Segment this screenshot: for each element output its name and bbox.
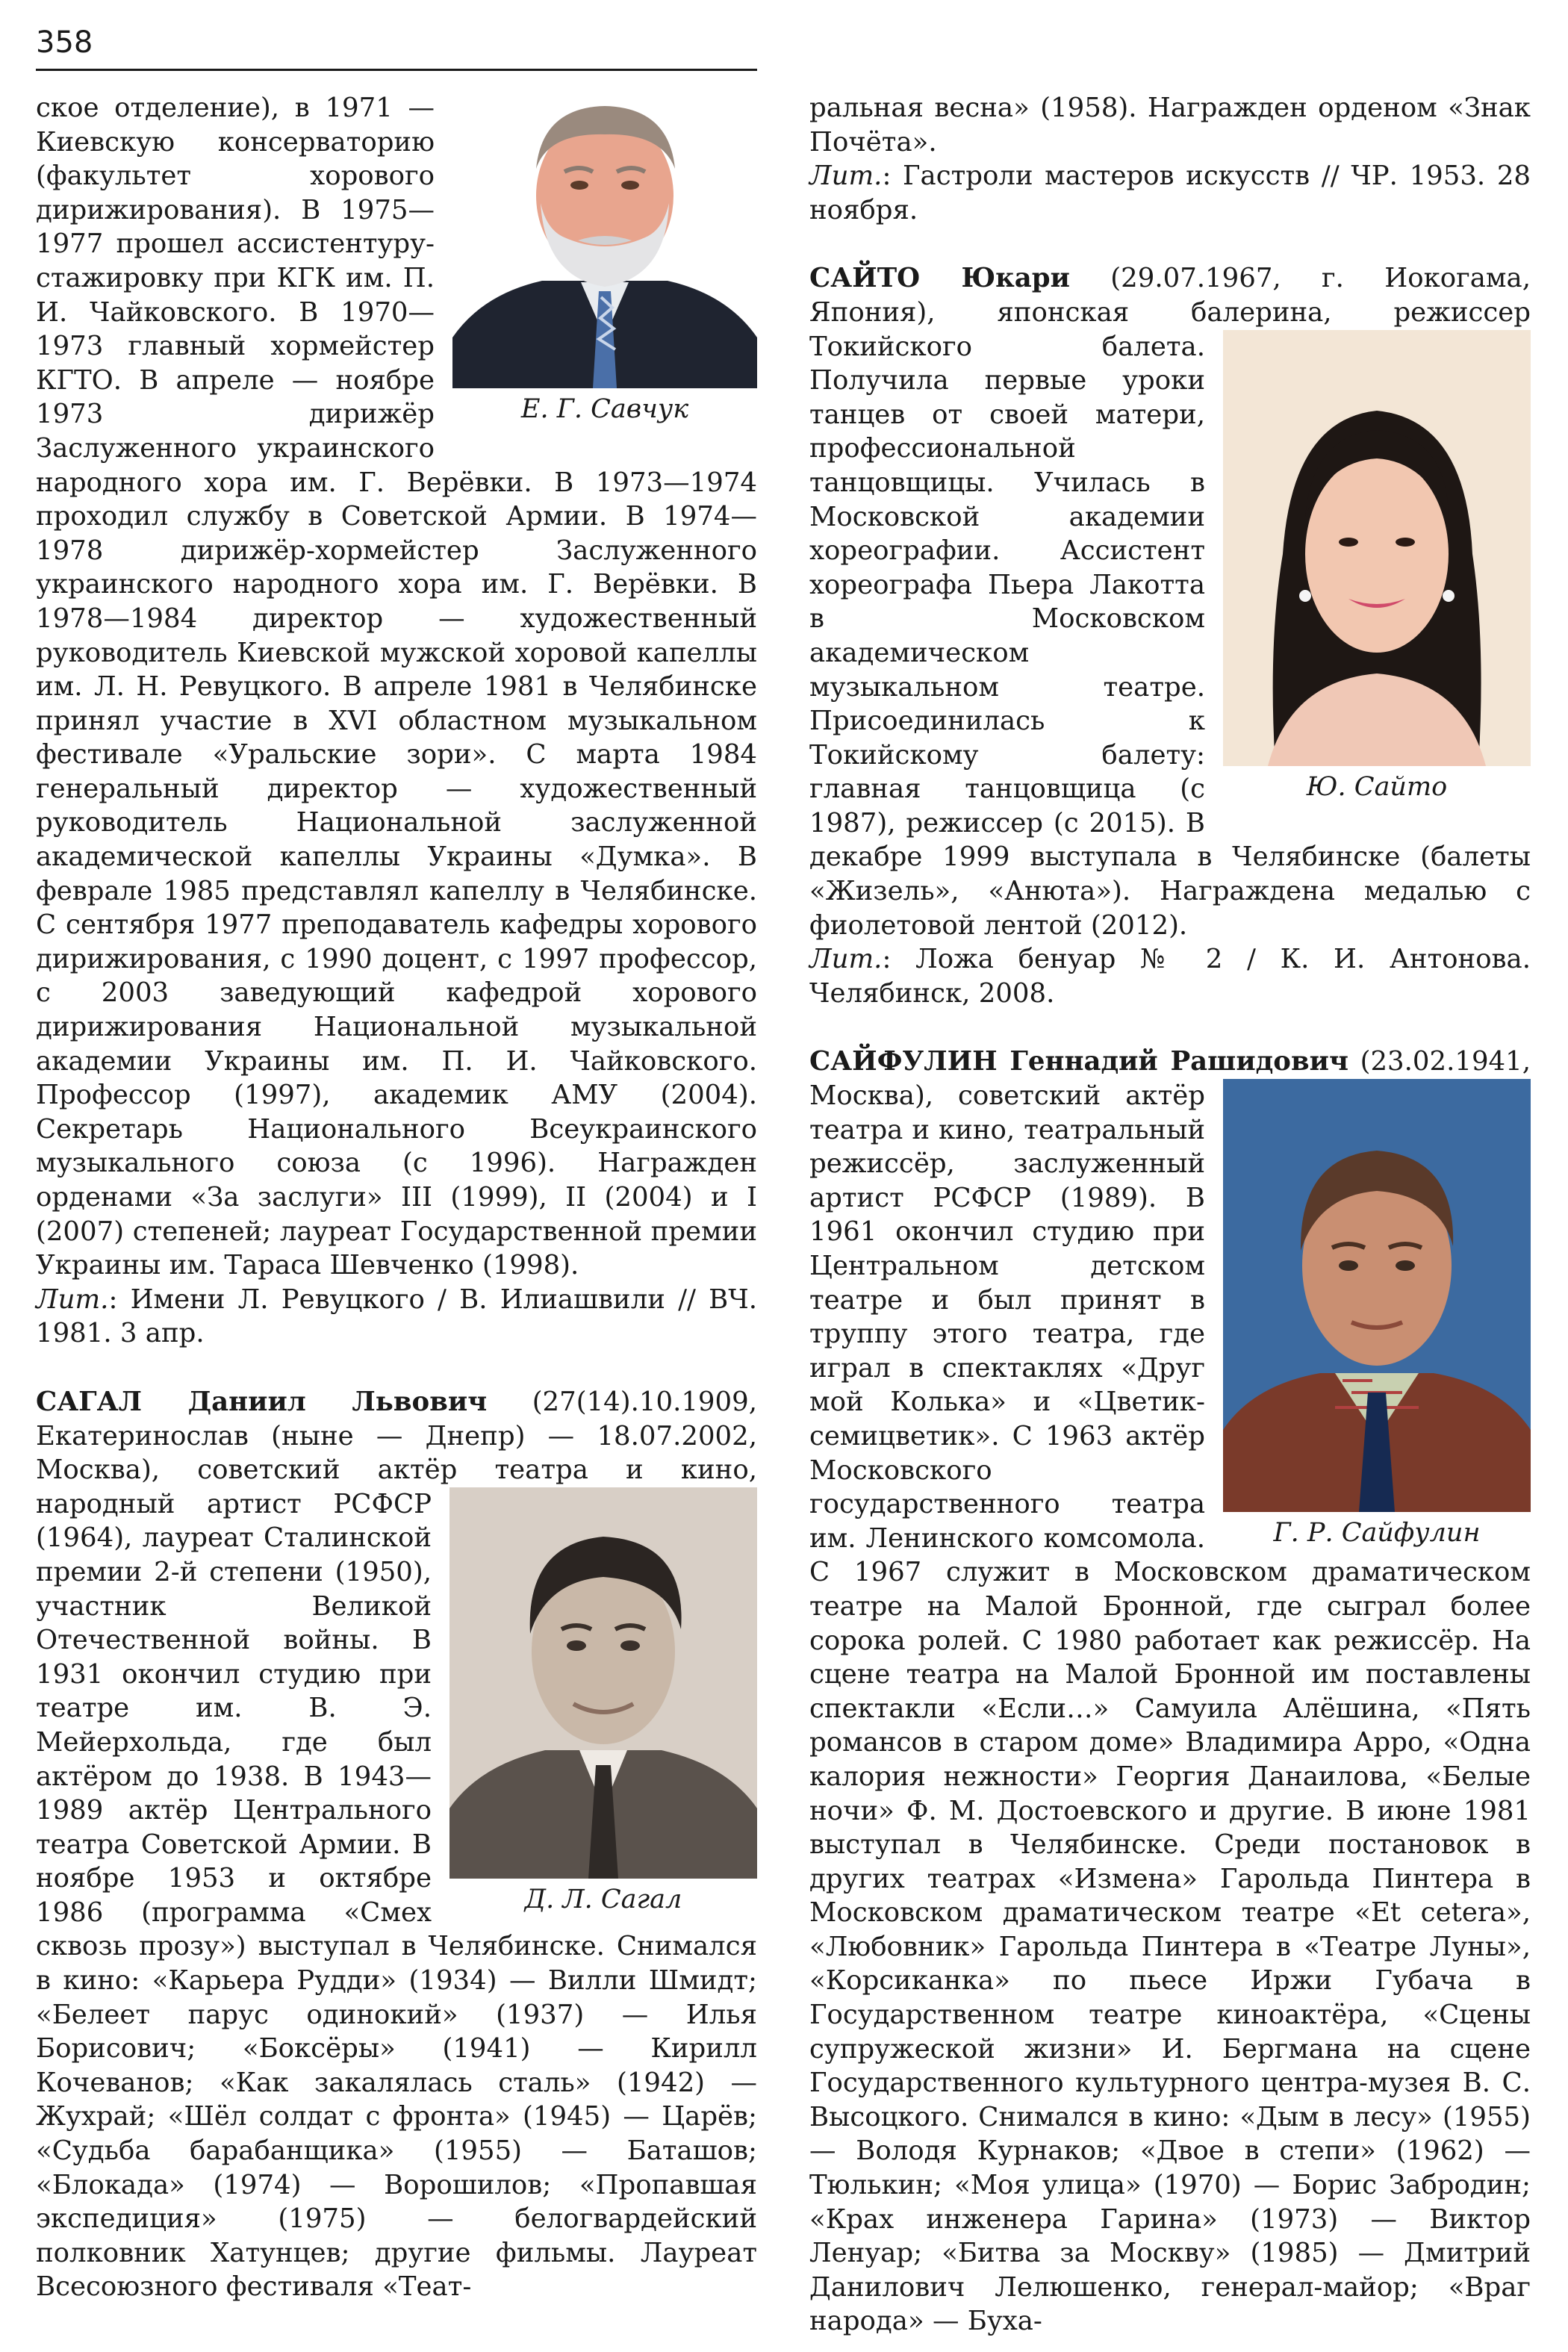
lit-label-saito: Лит. [809, 944, 883, 975]
figure-savchuk [452, 91, 757, 426]
header-rule [36, 69, 757, 71]
sagal-text: РСФСР (1964), лауреат Сталинской премии 2-й степени (1950), участник Великой Отечественной войны. В 1931 окончил студию при театре им. В. Э. Мейерхольда, где был актёром до 1938. В 1943—1989 актёр Центрального театра Советской Армии. В ноябре 1953 и октябре 1986 (программа «Смех сквозь прозу») выступал в Челябинске. Снимался в кино: «Карьера Рудди» (1934) — Вилли Шмидт; «Белеет парус одинокий» (1937) — Илья Борисович; «Боксёры» (1941) — Кирилл Кочеванов; «Как закалялась сталь» (1942) — Жухрай; «Шёл солдат с фронта» (1945) — Царёв; «Судьба барабанщика» (1955) — Баташов; «Блокада» (1974) — Ворошилов; «Пропавшая экспедиция» (1975) — белогвардейский полковник Хатунцев; другие фильмы. Лауреат Всесоюзного фестиваля «Теат- [36, 1488, 757, 2303]
caption-saito: Ю. Сайто [1306, 771, 1448, 802]
entry-previous-cont [809, 91, 1531, 227]
caption-savchuk: Е. Г. Савчук [520, 394, 689, 424]
entry-name-sagal: САГАЛ Даниил Львович [36, 1386, 488, 1417]
figure-sagal [449, 1487, 757, 1916]
entry-saito [809, 261, 1531, 1010]
portrait-sagal [449, 1487, 757, 1879]
lit-label-savchuk: Лит. [36, 1284, 109, 1315]
caption-saifulin: Г. Р. Сайфулин [1273, 1518, 1481, 1549]
left-column [36, 91, 757, 2316]
portrait-saifulin [1223, 1079, 1531, 1512]
portrait-saito [1223, 330, 1531, 766]
entry-name-saifulin: САЙФУЛИН Геннадий Рашидович [809, 1046, 1348, 1077]
saito-lead: (29.07.1967, г. Иокогама, Япония), японская балерина, режиссер [809, 263, 1531, 328]
figure-saito [1223, 330, 1531, 803]
entry-name-saito: САЙТО Юкари [809, 263, 1070, 294]
portrait-savchuk [452, 91, 757, 388]
cont-text: ральная весна» (1958). Награжден орденом «Знак Почёта». [809, 93, 1531, 158]
saifulin-lead: (23.02.1941, [1348, 1046, 1531, 1077]
saito-text: Токийского балета. Получила первые уроки танцев от своей матери, профессиональной танцовщицы. Училась в Московской академии хореографии. Ассистент хореографа Пьера Лакотта в Московском академическом музыкальном театре. Присоединилась к Токийскому балету: главная танцовщица (с 1987), режиссер (с 2015). В декабре 1999 выступала в Челябинске (балеты «Жизель», «Анюта»). Награждена медалью с фиолетовой лентой (2012). [809, 331, 1531, 941]
sagal-lead: (27(14).10.1909, Екатеринослав (ныне — Днепр) — 18.07.2002, Москва), советский актёр театра и кино, народный артист [36, 1386, 757, 1519]
page-number: 358 [36, 25, 93, 60]
savchuk-text: ское отделение), в 1971 — Киевскую консерваторию (факультет хорового дирижирования). В 1975—1977 прошел ассистентуру-стажировку при КГК им. П. И. Чайковского. В 1970—1973 главный хормейстер КГТО. В апреле — ноябре 1973 дирижёр Заслуженного украинского народного хора им. Г. Верёвки. В 1973—1974 проходил службу в Советской Армии. В 1974—1978 дирижёр-хормейстер Заслуженного украинского народного хора им. Г. Верёвки. В 1978—1984 директор — художественный руководитель Киевской мужской хоровой капеллы им. Л. Н. Ревуцкого. В апреле 1981 в Челябинске принял участие в XVI областном музыкальном фестивале «Уральские зори». С марта 1984 генеральный директор — художественный руководитель Национальной заслуженной академической капеллы Украины «Думка». В феврале 1985 представлял капеллу в Челябинске. С сентября 1977 преподаватель кафедры хорового дирижирования, с 1990 доцент, с 1997 профессор, с 2003 заведующий кафедрой хорового дирижирования Национальной музыкальной академии Украины им. П. И. Чайковского. Профессор (1997), академик АМУ (2004). Секретарь Национального Всеукраинского музыкального союза (с 1996). Награжден орденами «За заслуги» III (1999), II (2004) и I (2007) степеней; лауреат Государственной премии Украины им. Тараса Шевченко (1998). [36, 93, 757, 1281]
entry-savchuk-cont [36, 91, 757, 1351]
saifulin-text: Москва), советский актёр театра и кино, театральный режиссёр, заслуженный артист РСФСР (1989). В 1961 окончил студию при Центральном детском театре и был принят в труппу этого театра, где играл в спектаклях «Друг мой Колька» и «Цветик-семицветик». С 1963 актёр Московского государственного театра им. Ленинского комсомола. С 1967 служит в Московском драматическом театре на Малой Бронной, где сыграл более сорока ролей. С 1980 работает как режиссёр. На сцене театра на Малой Бронной им поставлены спектакли «Если…» Самуила Алёшина, «Пять романсов в старом доме» Владимира Арро, «Одна калория нежности» Георгия Данаилова, «Белые ночи» Ф. М. Достоевского и другие. В июне 1981 выступал в Челябинске. Среди постановок в других театрах «Измена» Гарольда Пинтера в Московском драматическом театре «Et cetera», «Любовник» Гарольда Пинтера в «Театре Луны», «Корсиканка» по пьесе Иржи Губача в Государственном театре киноактёра, «Сцены супружеской жизни» И. Бергмана на сцене Государственного культурного центра-музея В. С. Высоцкого. Снимался в кино: «Дым в лесу» (1955) — Володя Курнаков; «Двое в степи» (1962) — Тюлькин; «Моя улица» (1970) — Борис Забродин; «Крах инженера Гарина» (1973) — Виктор Ленуар; «Битва за Москву» (1985) — Дмитрий Данилович Лелюшенко, генерал-майор; «Враг народа» — Буха- [809, 1080, 1531, 2337]
lit-label-cont: Лит. [809, 161, 883, 192]
caption-sagal: Д. Л. Сагал [524, 1884, 682, 1914]
figure-saifulin [1223, 1079, 1531, 1549]
lit-text-cont: : Гастроли мастеров искусств // ЧР. 1953. 28 ноября. [809, 161, 1531, 225]
lit-text-savchuk: : Имени Л. Ревуцкого / В. Илиашвили // ВЧ. 1981. 3 апр. [36, 1284, 757, 1349]
entry-sagal [36, 1385, 757, 2304]
lit-text-saito: : Ложа бенуар № 2 / К. И. Антонова. Челябинск, 2008. [809, 944, 1531, 1009]
right-column [809, 91, 1531, 2337]
entry-saifulin [809, 1045, 1531, 2339]
